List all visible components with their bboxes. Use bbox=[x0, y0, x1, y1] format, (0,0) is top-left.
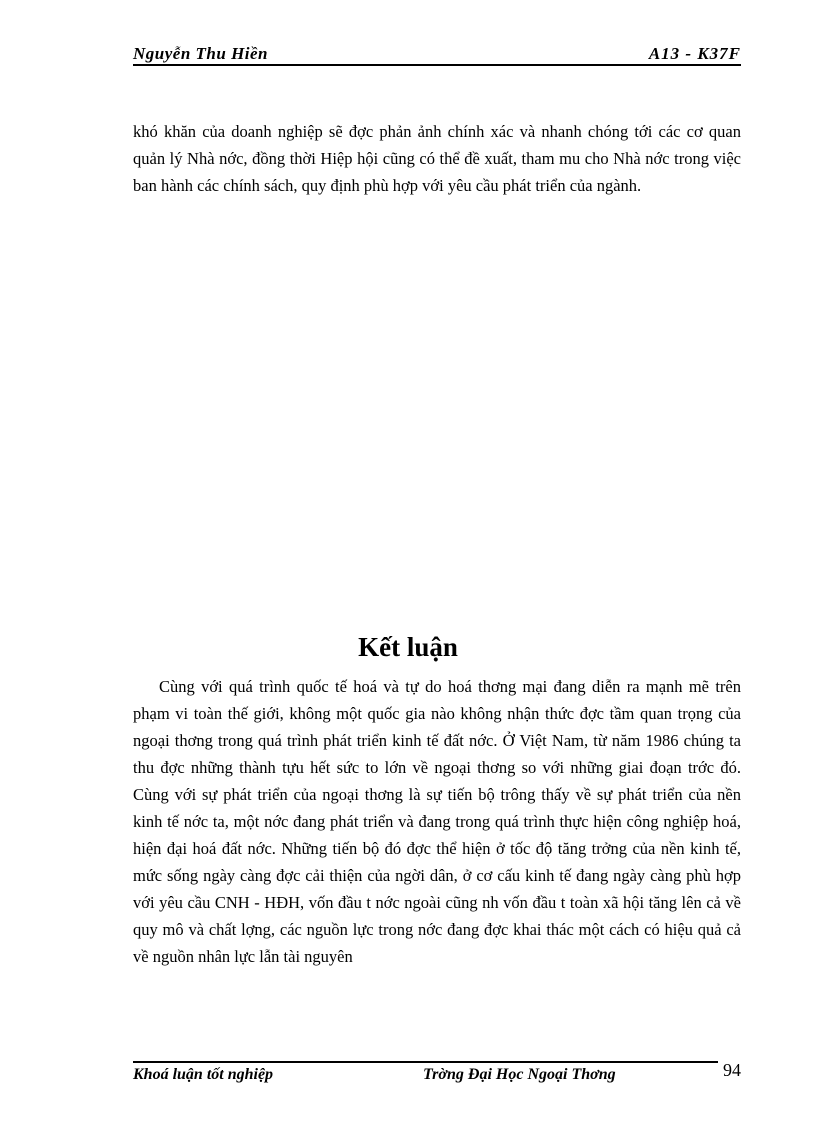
conclusion-paragraph: Cùng với quá trình quốc tế hoá và tự do hoá thơng mại đang diễn ra mạnh mẽ trên phạm vi toàn thế giới, không một quốc gia nào không nhận thức đợc tầm quan trọng của ngoại thơng trong quá trình phát triển kinh tế đất nớc. Ở Việt Nam, từ năm 1986 chúng ta thu đợc những thành tựu hết sức to lớn về ngoại thơng so với những giai đoạn trớc đó. Cùng với sự phát triển của ngoại thơng là sự tiến bộ trông thấy về sự phát triển của nền kinh tế nớc ta, một nớc đang phát triển và đang trong quá trình thực hiện công nghiệp hoá, hiện đại hoá đất nớc. Những tiến bộ đó đợc thể hiện ở tốc độ tăng trởng của nền kinh tế, mức sống ngày càng đợc cải thiện của ngời dân, ở cơ cấu kinh tế đang ngày càng phù hợp với yêu cầu CNH - HĐH, vốn đầu t nớc ngoài cũng nh vốn đầu t toàn xã hội tăng lên cả về quy mô và chất lợng, các nguồn lực trong nớc đang đợc khai thác một cách có hiệu quả cả về nguồn nhân lực lẫn tài nguyên bbox=[133, 677, 741, 966]
page-footer bbox=[133, 1060, 741, 1090]
school-name: Trờng Đại Học Ngoại Thơng bbox=[423, 1066, 616, 1083]
class-code: A13 - K37F bbox=[648, 44, 741, 63]
conclusion-section bbox=[133, 673, 741, 970]
author-name: Nguyễn Thu Hiền bbox=[133, 44, 269, 63]
header-rule bbox=[133, 64, 741, 66]
thesis-label: Khoá luận tốt nghiệp bbox=[133, 1066, 274, 1083]
section-title: Kết luận bbox=[358, 632, 458, 662]
footer-rule bbox=[133, 1061, 718, 1063]
page-number: 94 bbox=[723, 1060, 741, 1080]
intro-paragraph: khó khăn của doanh nghiệp sẽ đợc phản ảnh chính xác và nhanh chóng tới các cơ quan quản lý Nhà nớc, đồng thời Hiệp hội cũng có thể đề xuất, tham mu cho Nhà nớc trong việc ban hành các chính sách, quy định phù hợp với yêu cầu phát triển của ngành. bbox=[133, 122, 741, 195]
